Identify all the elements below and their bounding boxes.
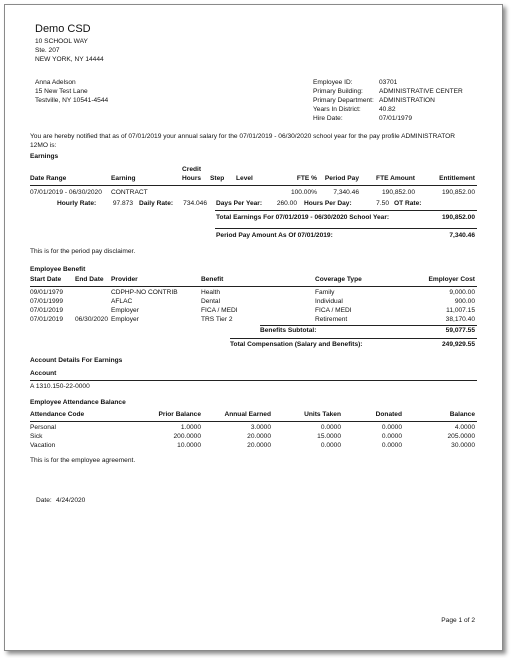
- attendance-row-2-donated: 0.0000: [381, 433, 402, 440]
- days-per-year-value: 260.00: [276, 200, 297, 207]
- attendance-row-3-balance: 30.0000: [451, 442, 475, 449]
- benefit-subtotal-rule: [260, 325, 477, 326]
- earnings-header-hours: Hours: [182, 175, 202, 182]
- earnings-row-earning: CONTRACT: [111, 189, 148, 196]
- page-number: Page 1 of 2: [441, 617, 475, 624]
- info-value-employee-id: 03701: [379, 79, 398, 86]
- info-value-hire-date: 07/01/1979: [379, 115, 413, 122]
- ot-rate-label: OT Rate:: [394, 200, 422, 207]
- attendance-header-rule: [30, 421, 477, 422]
- earnings-header-fte: FTE %: [296, 175, 317, 182]
- benefit-row-3-provider: Employer: [111, 307, 139, 314]
- benefit-row-4-coverage: Retirement: [315, 316, 348, 323]
- period-pay-disclaimer: This is for the period pay disclaimer.: [30, 248, 136, 255]
- earnings-section-title: Earnings: [30, 153, 59, 160]
- benefit-row-4-end: 06/30/2020: [75, 316, 109, 323]
- attendance-header-donated: Donated: [375, 411, 402, 418]
- benefit-header-start-date: Start Date: [30, 276, 62, 283]
- days-per-year-label: Days Per Year:: [216, 200, 263, 207]
- attendance-row-3-earned: 20.0000: [247, 442, 271, 449]
- info-label-primary-department: Primary Department:: [313, 97, 374, 104]
- hours-per-day-value: 7.50: [376, 200, 389, 207]
- benefit-row-3-start: 07/01/2019: [30, 307, 64, 314]
- employee-city: Testville, NY 10541-4544: [35, 97, 109, 104]
- benefit-row-2-benefit: Dental: [201, 298, 221, 305]
- attendance-row-1-earned: 3.0000: [250, 424, 271, 431]
- benefit-row-4-provider: Employer: [111, 316, 139, 323]
- date-label: Date:: [36, 497, 52, 504]
- earnings-header-earning: Earning: [111, 175, 136, 182]
- benefit-header-employer-cost: Employer Cost: [428, 276, 475, 283]
- attendance-row-2-balance: 205.0000: [447, 433, 475, 440]
- daily-rate-value: 734.046: [183, 200, 207, 207]
- benefit-header-provider: Provider: [111, 276, 138, 283]
- hours-per-day-label: Hours Per Day:: [304, 200, 352, 207]
- attendance-row-2-prior: 200.0000: [173, 433, 201, 440]
- attendance-row-1-donated: 0.0000: [381, 424, 402, 431]
- account-header: Account: [30, 370, 57, 377]
- attendance-header-earned: Annual Earned: [224, 411, 271, 418]
- period-pay-amount-label: Period Pay Amount As Of 07/01/2019:: [216, 232, 333, 239]
- benefit-row-1-provider: CDPHP-NO CONTRIB: [111, 289, 178, 296]
- org-address-line-2: Ste. 207: [35, 47, 60, 54]
- attendance-row-3-prior: 10.0000: [177, 442, 201, 449]
- benefit-row-2-coverage: Individual: [315, 298, 343, 305]
- benefits-subtotal-label: Benefits Subtotal:: [260, 327, 317, 334]
- earnings-header-rule: [30, 185, 477, 186]
- date-value: 4/24/2020: [56, 497, 86, 504]
- attendance-header-code: Attendance Code: [30, 411, 85, 418]
- attendance-header-taken: Units Taken: [304, 411, 341, 418]
- attendance-header-prior: Prior Balance: [158, 411, 201, 418]
- employee-street: 15 New Test Lane: [35, 88, 88, 95]
- earnings-row-date-range: 07/01/2019 - 06/30/2020: [30, 189, 102, 196]
- benefit-row-1-cost: 9,000.00: [449, 289, 475, 296]
- info-label-employee-id: Employee ID:: [313, 79, 353, 86]
- earnings-header-period-pay: Period Pay: [324, 175, 359, 182]
- info-label-hire-date: Hire Date:: [313, 115, 343, 122]
- earnings-header-date-range: Date Range: [30, 175, 67, 182]
- period-pay-amount-value: 7,340.46: [449, 232, 475, 239]
- attendance-section-title: Employee Attendance Balance: [30, 399, 126, 406]
- earnings-row-entitlement: 190,852.00: [441, 189, 475, 196]
- earnings-row-fte-amount: 190,852.00: [381, 189, 415, 196]
- attendance-row-3-taken: 0.0000: [320, 442, 341, 449]
- info-value-primary-building: ADMINISTRATIVE CENTER: [379, 88, 463, 95]
- attendance-row-1-code: Personal: [30, 424, 57, 431]
- benefit-header-rule: [30, 286, 477, 287]
- org-name: Demo CSD: [35, 23, 91, 35]
- attendance-row-3-code: Vacation: [30, 442, 56, 449]
- benefit-row-1-start: 09/01/1979: [30, 289, 64, 296]
- attendance-row-2-taken: 15.0000: [317, 433, 341, 440]
- salary-notice-line-2: 12MO is:: [30, 142, 57, 149]
- earnings-total-bottom-rule: [215, 228, 477, 229]
- account-section-title: Account Details For Earnings: [30, 357, 123, 364]
- benefits-subtotal-value: 59,077.55: [445, 327, 475, 334]
- benefit-row-4-start: 07/01/2019: [30, 316, 64, 323]
- attendance-row-1-prior: 1.0000: [180, 424, 201, 431]
- attendance-row-2-earned: 20.0000: [247, 433, 271, 440]
- employee-name: Anna Adelson: [35, 79, 76, 86]
- attendance-row-3-donated: 0.0000: [381, 442, 402, 449]
- total-comp-rule: [230, 338, 477, 339]
- benefit-row-3-benefit: FICA / MEDI: [201, 307, 238, 314]
- benefit-section-title: Employee Benefit: [30, 266, 86, 273]
- account-value: A 1310.150-22-0000: [30, 383, 90, 390]
- benefit-row-1-benefit: Health: [201, 289, 221, 296]
- benefit-header-benefit: Benefit: [201, 276, 224, 283]
- earnings-header-fte-amount: FTE Amount: [376, 175, 415, 182]
- earnings-row-period-pay: 7,340.46: [333, 189, 359, 196]
- earnings-total-top-rule: [215, 210, 477, 211]
- benefit-header-coverage-type: Coverage Type: [315, 276, 362, 283]
- daily-rate-label: Daily Rate:: [139, 200, 174, 207]
- attendance-header-balance: Balance: [449, 411, 475, 418]
- document-page: [4, 4, 503, 651]
- earnings-row-fte: 100.00%: [290, 189, 317, 196]
- benefit-row-2-start: 07/01/1999: [30, 298, 64, 305]
- attendance-row-2-code: Sick: [30, 433, 43, 440]
- info-value-primary-department: ADMINISTRATION: [379, 97, 435, 104]
- total-compensation-label: Total Compensation (Salary and Benefits):: [230, 341, 363, 348]
- benefit-header-end-date: End Date: [75, 276, 104, 283]
- attendance-row-1-taken: 0.0000: [320, 424, 341, 431]
- salary-notice-line-1: You are hereby notified that as of 07/01/2019 your annual salary for the 07/01/2019 - 06/30/2020 school year for the pay profile ADMINISTRATOR: [30, 133, 456, 140]
- benefit-row-2-provider: AFLAC: [111, 298, 133, 305]
- total-earnings-value: 190,852.00: [441, 214, 475, 221]
- benefit-row-4-cost: 38,170.40: [445, 316, 475, 323]
- info-value-years-in-district: 40.82: [379, 106, 396, 113]
- employee-agreement-text: This is for the employee agreement.: [30, 457, 136, 464]
- total-earnings-label: Total Earnings For 07/01/2019 - 06/30/2020 School Year:: [216, 214, 390, 221]
- benefit-row-3-cost: 11,007.15: [446, 307, 475, 314]
- org-address-line-1: 10 SCHOOL WAY: [35, 38, 88, 45]
- account-header-rule: [30, 380, 477, 381]
- info-label-years-in-district: Years In District:: [313, 106, 361, 113]
- benefit-row-2-cost: 900.00: [454, 298, 475, 305]
- earnings-header-level: Level: [236, 175, 253, 182]
- benefit-row-4-benefit: TRS Tier 2: [201, 316, 233, 323]
- total-compensation-value: 249,929.55: [441, 341, 475, 348]
- attendance-row-1-balance: 4.0000: [454, 424, 475, 431]
- info-label-primary-building: Primary Building:: [313, 88, 363, 95]
- benefit-row-3-coverage: FICA / MEDI: [315, 307, 352, 314]
- hourly-rate-value: 97.873: [112, 200, 133, 207]
- org-city: NEW YORK, NY 14444: [35, 56, 104, 63]
- benefit-row-1-coverage: Family: [315, 289, 335, 296]
- earnings-header-step: Step: [210, 175, 225, 182]
- earnings-header-entitlement: Entitlement: [439, 175, 475, 182]
- hourly-rate-label: Hourly Rate:: [57, 200, 97, 207]
- earnings-header-credit: Credit: [182, 166, 202, 173]
